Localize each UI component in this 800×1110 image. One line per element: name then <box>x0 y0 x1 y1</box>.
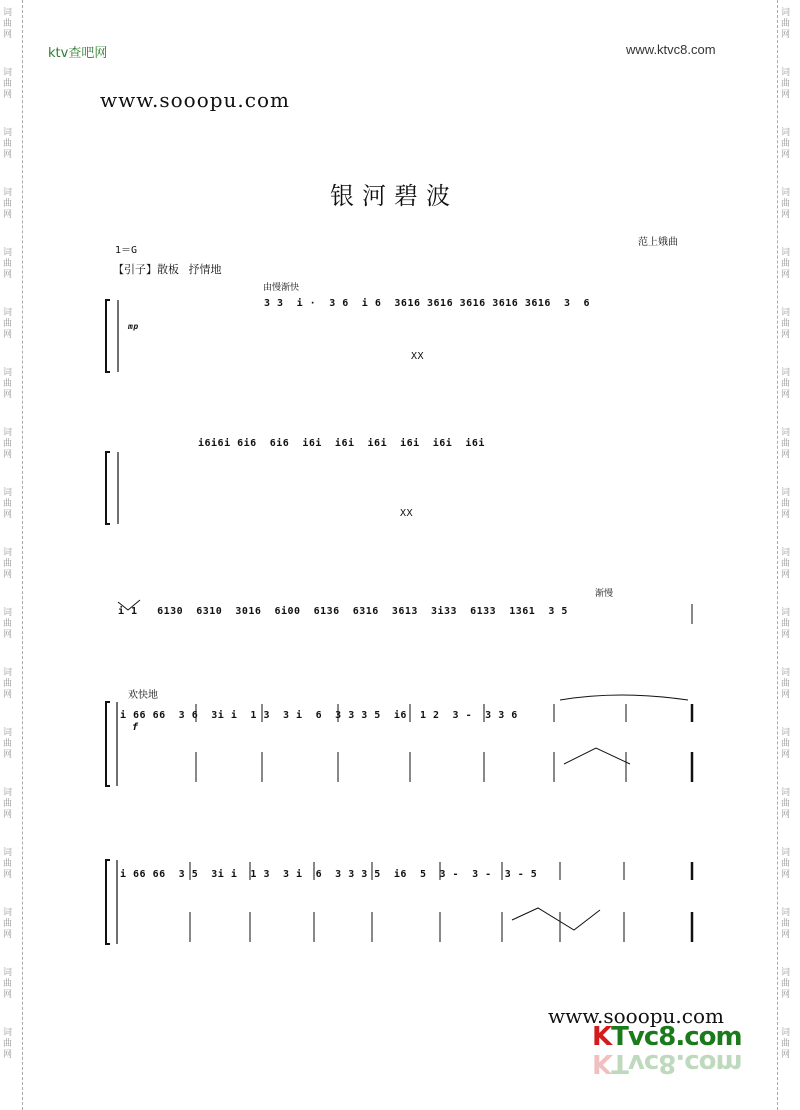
side-mark: 词 曲 网 <box>3 968 13 1000</box>
side-mark: 词 曲 网 <box>3 428 13 460</box>
side-mark: 词 曲 网 <box>781 668 791 700</box>
side-mark: 词 曲 网 <box>3 788 13 820</box>
side-mark: 词 曲 网 <box>3 668 13 700</box>
notation-row-2: i6i6i 6i6 6i6 i6i i6i i6i i6i i6i i6i <box>198 438 485 449</box>
tempo-marking-accel: 由慢渐快 <box>263 283 300 293</box>
side-mark: 词 曲 网 <box>781 188 791 220</box>
side-mark: 词 曲 网 <box>781 8 791 40</box>
side-mark: 词 曲 网 <box>3 128 13 160</box>
key-signature: 1＝G <box>115 245 138 256</box>
side-mark: 词 曲 网 <box>3 848 13 880</box>
side-mark: 词 曲 网 <box>781 908 791 940</box>
notation-row-4: i 66 66 3 6 3i i 1 3 3 i 6 3 3 3 5 i6 1 2 3 - 3 3 6 <box>120 710 518 721</box>
dynamic-mp: mp <box>128 322 139 331</box>
side-mark: 词 曲 网 <box>781 368 791 400</box>
side-mark: 词 曲 网 <box>781 308 791 340</box>
side-mark: 词 曲 网 <box>781 548 791 580</box>
side-mark: 词 曲 网 <box>781 728 791 760</box>
side-mark: 词 曲 网 <box>3 908 13 940</box>
ktvc8-logo: KTvc8.com <box>592 1022 742 1052</box>
gliss-mark-1: XX <box>411 351 425 362</box>
site-url-ktvc8[interactable]: www.ktvc8.com <box>626 42 716 57</box>
side-mark: 词 曲 网 <box>3 368 13 400</box>
notation-row-3: i 1 6130 6310 3016 6i00 6136 6316 3613 3i33 6133 1361 3 5 <box>118 606 568 617</box>
side-mark: 词 曲 网 <box>3 248 13 280</box>
watermark-url-top: www.sooopu.com <box>100 88 290 112</box>
composer-credit: 范上娥曲 <box>638 237 678 248</box>
side-mark: 词 曲 网 <box>781 848 791 880</box>
side-mark: 词 曲 网 <box>3 8 13 40</box>
side-mark: 词 曲 网 <box>781 788 791 820</box>
side-mark: 词 曲 网 <box>781 68 791 100</box>
gliss-mark-2: XX <box>400 508 414 519</box>
notation-row-5: i 66 66 3 5 3i i 1 3 3 i 6 3 3 3 5 i6 5 3 - 3 - 3 - 5 <box>120 869 538 880</box>
side-mark: 词 曲 网 <box>3 188 13 220</box>
side-mark: 词 曲 网 <box>781 1028 791 1060</box>
tempo-marking-rit: 渐慢 <box>595 589 614 599</box>
side-mark: 词 曲 网 <box>3 68 13 100</box>
site-link-ktv8[interactable]: ktv查吧网 <box>48 46 108 61</box>
intro-marking: 【引子】散板 抒情地 <box>113 263 222 276</box>
side-mark: 词 曲 网 <box>781 248 791 280</box>
side-mark: 词 曲 网 <box>781 128 791 160</box>
side-mark: 词 曲 网 <box>3 728 13 760</box>
score-title: 银河碧波 <box>330 182 458 210</box>
side-mark: 词 曲 网 <box>781 488 791 520</box>
side-mark: 词 曲 网 <box>3 608 13 640</box>
side-mark: 词 曲 网 <box>781 428 791 460</box>
side-mark: 词 曲 网 <box>3 308 13 340</box>
tempo-marking-lively: 欢快地 <box>128 690 158 701</box>
side-mark: 词 曲 网 <box>3 488 13 520</box>
side-mark: 词 曲 网 <box>781 608 791 640</box>
side-mark: 词 曲 网 <box>781 968 791 1000</box>
watermark-url-bottom: www.sooopu.com <box>548 1004 724 1028</box>
ktvc8-logo-reflection: KTvc8.com <box>592 1048 742 1078</box>
side-mark: 词 曲 网 <box>3 1028 13 1060</box>
side-mark: 词 曲 网 <box>3 548 13 580</box>
dynamic-f: f <box>132 722 139 733</box>
notation-row-1: 3 3 i · 3 6 i 6 3616 3616 3616 3616 3616 3 6 <box>264 298 591 309</box>
